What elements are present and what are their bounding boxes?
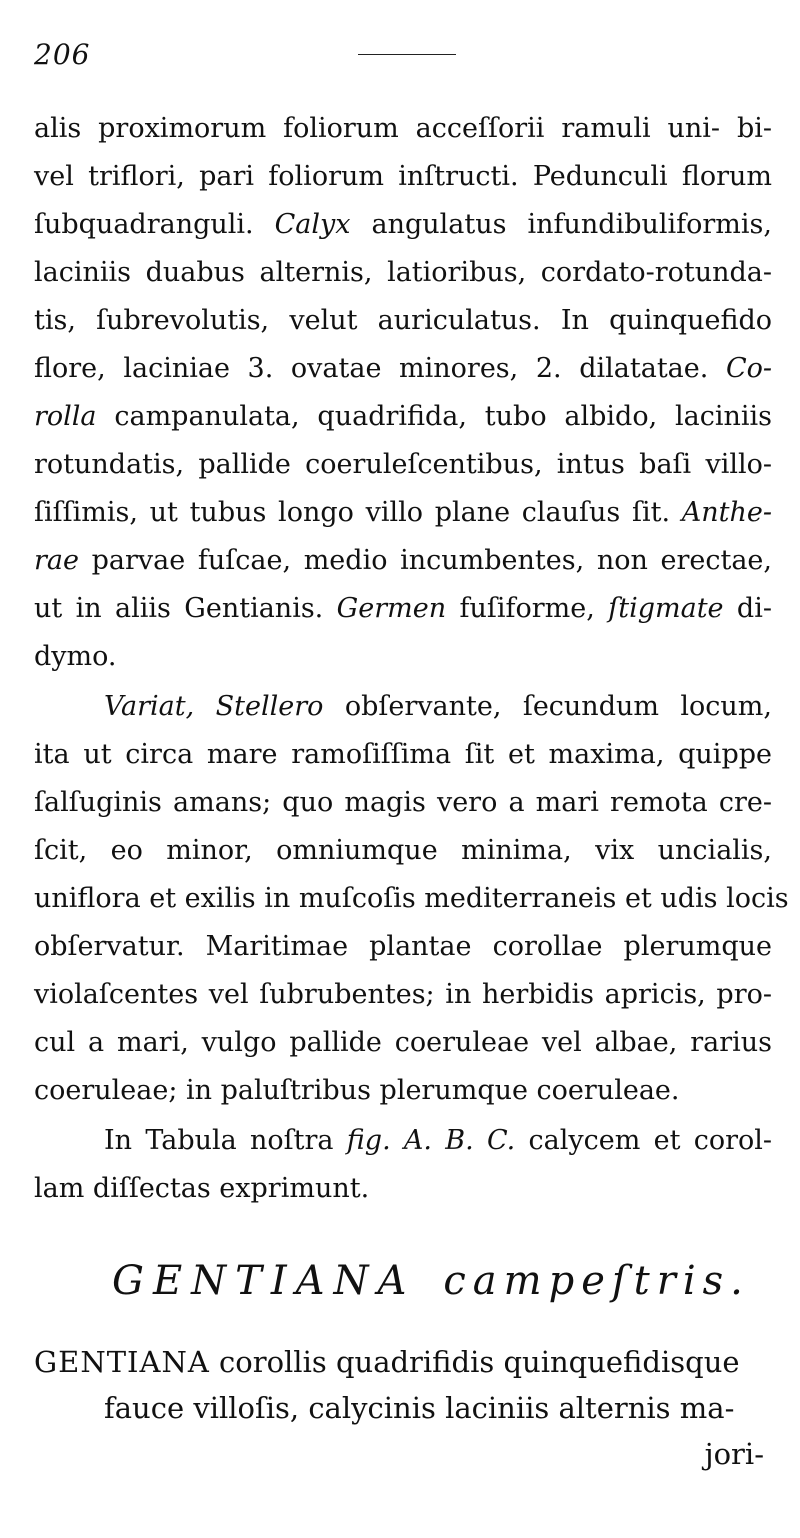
diagnosis-line: fauce villoſis, calycinis laciniis alternis ma- (104, 1391, 735, 1425)
italic-term: rae (34, 545, 79, 576)
italic-term: ſtigmate (608, 593, 724, 624)
text-run: angulatus infundibuliformis, (371, 209, 772, 240)
text-run: calycem et corol- (528, 1125, 773, 1156)
species-heading (112, 1258, 750, 1304)
text-line (34, 544, 772, 578)
text-run: ſiſſimis, ut tubus longo villo plane clauſus ſit. (34, 497, 671, 528)
text-line: ita ut circa mare ramoſiſſima ſit et maxima, quippe (34, 739, 772, 770)
diagnosis-line: jori- (704, 1437, 764, 1471)
text-line: ſalſuginis amans; quo magis vero a mari remota cre- (34, 787, 772, 818)
text-run: ſubquadranguli. (34, 209, 254, 240)
italic-term: rolla (34, 401, 97, 432)
text-line: dymo. (34, 641, 117, 672)
text-line: coeruleae; in paluſtribus plerumque coeruleae. (34, 1075, 680, 1106)
page-number: 206 (34, 38, 91, 71)
text-run: ut in aliis Gentianis. (34, 593, 324, 624)
text-line: violaſcentes vel ſubrubentes; in herbidis apricis, pro- (34, 979, 772, 1010)
text-line: cul a mari, vulgo pallide coeruleae vel albae, rarius (34, 1027, 772, 1058)
text-line (34, 400, 772, 434)
text-line: lam diſſectas exprimunt. (34, 1173, 370, 1204)
text-line (34, 592, 772, 626)
text-line: tis, ſubrevolutis, velut auriculatus. In quinquefido (34, 305, 772, 336)
diagnosis-genus: GENTIANA (34, 1345, 210, 1379)
text-run: flore, laciniae 3. ovatae minores, 2. dilatatae. (34, 353, 709, 384)
species-heading-epithet: campeſtris. (443, 1258, 750, 1304)
text-run: fuſiforme, (459, 593, 595, 624)
header-rule (358, 54, 456, 55)
italic-term: Germen (336, 593, 447, 624)
text-line: ſcit, eo minor, omniumque minima, vix uncialis, (34, 835, 772, 866)
text-run: parvae fuſcae, medio incumbentes, non erectae, (91, 545, 772, 576)
italic-term: Variat, (104, 691, 195, 722)
text-line: vel triflori, pari foliorum inſtructi. Pedunculi florum (34, 161, 772, 192)
italic-term: Stellero (215, 691, 324, 722)
text-run: di- (736, 593, 772, 624)
diagnosis-line (34, 1344, 740, 1380)
italic-term: fig. A. B. C. (346, 1125, 516, 1156)
italic-term: Anthe- (681, 497, 772, 528)
text-line: obſervatur. Maritimae plantae corollae plerumque (34, 931, 772, 962)
italic-term: Co- (725, 353, 772, 384)
text-line (104, 1124, 772, 1158)
text-run: corollis quadrifidis quinquefidisque (219, 1345, 740, 1379)
text-line: rotundatis, pallide coeruleſcentibus, intus baſi villo- (34, 449, 772, 480)
text-line (34, 352, 772, 386)
text-line: uniflora et exilis in muſcoſis mediterraneis et udis locis (34, 883, 789, 914)
italic-term: Calyx (274, 209, 351, 240)
text-run: obſervante, ſecundum locum, (344, 691, 772, 722)
text-run: campanulata, quadrifida, tubo albido, laciniis (114, 401, 772, 432)
species-heading-genus: GENTIANA (112, 1258, 416, 1304)
text-line (34, 208, 772, 242)
text-run: In Tabula noſtra (104, 1125, 334, 1156)
text-line (104, 690, 772, 724)
text-line: alis proximorum foliorum acceſſorii ramuli uni- bi- (34, 113, 772, 144)
text-line: laciniis duabus alternis, latioribus, cordato-rotunda- (34, 257, 772, 288)
text-line (34, 496, 772, 530)
